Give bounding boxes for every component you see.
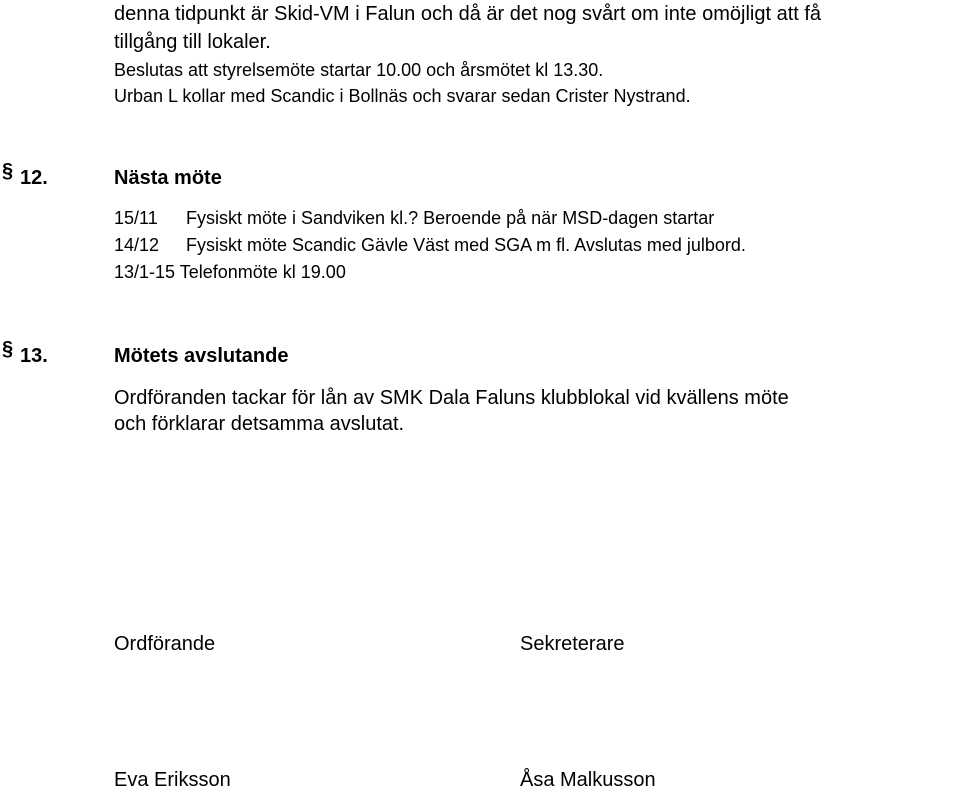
meeting-row-1 [114,206,714,230]
section-13-number: 13. [20,345,48,367]
section-13-title: Mötets avslutande [114,345,289,367]
intro-line-1: denna tidpunkt är Skid-VM i Falun och då är det nog svårt om inte omöjligt att få [114,3,822,25]
section-12-title: Nästa möte [114,167,222,189]
chair-name: Eva Eriksson [114,769,231,791]
section-13-paragraph-icon: § [2,338,14,360]
meeting-text: 13/1-15 Telefonmöte kl 19.00 [114,262,346,282]
secretary-name: Åsa Malkusson [520,769,656,791]
meeting-row-3 [114,260,346,284]
intro-line-2: tillgång till lokaler. [114,31,271,53]
intro-line-4: Urban L kollar med Scandic i Bollnäs och svarar sedan Crister Nystrand. [114,86,691,106]
meeting-date: 15/11 [114,208,158,228]
closing-line-2: och förklarar detsamma avslutat. [114,413,405,435]
closing-line-1: Ordföranden tackar för lån av SMK Dala Faluns klubblokal vid kvällens möte [114,387,789,409]
section-12-paragraph-icon: § [2,160,14,182]
secretary-role-label: Sekreterare [520,633,625,655]
intro-line-3: Beslutas att styrelsemöte startar 10.00 och årsmötet kl 13.30. [114,60,604,80]
chair-role-label: Ordförande [114,633,216,655]
meeting-text: Fysiskt möte Scandic Gävle Väst med SGA m fl. Avslutas med julbord. [186,235,746,255]
meeting-date: 14/12 [114,235,160,255]
meeting-text: Fysiskt möte i Sandviken kl.? Beroende på när MSD-dagen startar [186,208,715,228]
section-12-number: 12. [20,167,48,189]
meeting-row-2 [114,233,746,257]
